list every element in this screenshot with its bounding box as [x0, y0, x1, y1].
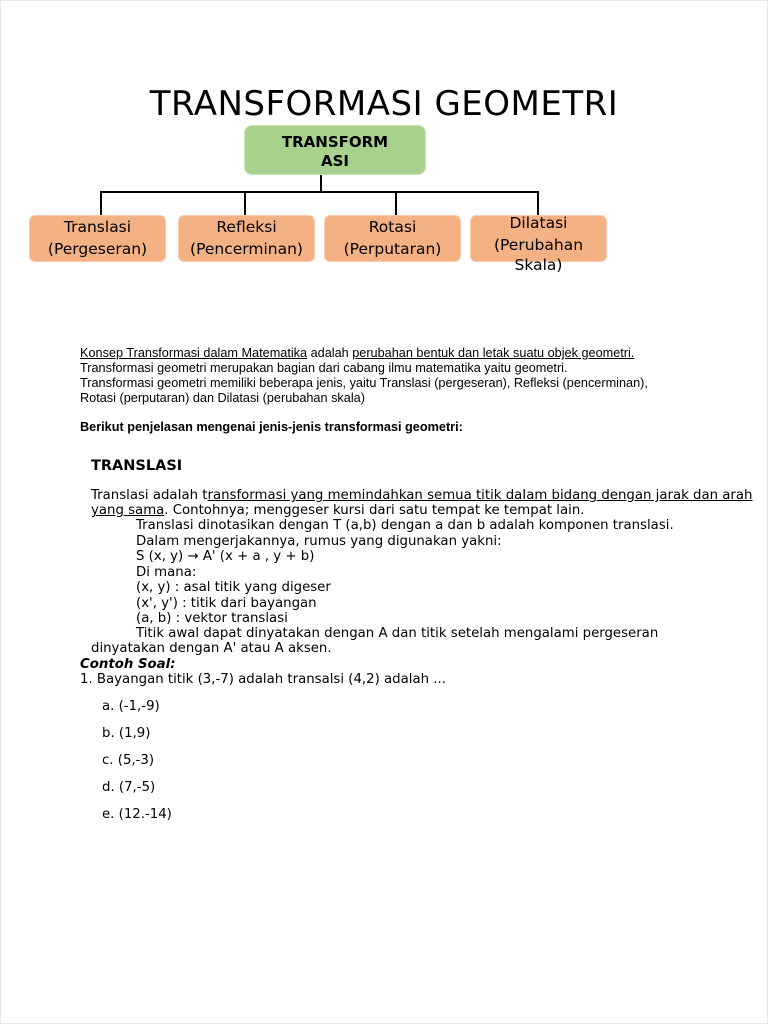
- translasi-line: (x, y) : asal titik yang digeser: [136, 580, 331, 595]
- lead-text: Berikut penjelasan mengenai jenis-jenis transformasi geometri:: [80, 420, 463, 434]
- answer-option-c: c. (5,-3): [102, 753, 155, 768]
- page-title: TRANSFORMASI GEOMETRI: [149, 84, 619, 124]
- intro-line-2: Transformasi geometri merupakan bagian dari cabang ilmu matematika yaitu geometri.: [80, 361, 568, 375]
- translasi-line: Titik awal dapat dinyatakan dengan A dan titik setelah mengalami pergeseran: [136, 626, 659, 641]
- translasi-formula: S (x, y) → A' (x + a , y + b): [136, 549, 315, 564]
- answer-option-e: e. (12.-14): [102, 807, 172, 822]
- node-name: Rotasi: [368, 218, 417, 236]
- def-start: Translasi adaIah t: [91, 488, 208, 503]
- translasi-line: Di mana:: [136, 565, 197, 580]
- translasi-line: (a, b) : vektor translasi: [136, 611, 288, 626]
- node-sub: (Perubahan Skala): [493, 236, 584, 274]
- def-end: . Contohnya; menggeser kursi dari satu tempat ke tempat lain.: [164, 503, 585, 518]
- node-name: Translasi: [63, 218, 132, 236]
- diagram-connector-3: [395, 191, 397, 216]
- intro-line-1: [80, 346, 634, 361]
- diagram-connector-bar: [100, 191, 539, 193]
- node-name: Refleksi: [216, 218, 277, 236]
- translasi-last-line: dinyatakan dengan A' atau A aksen.: [91, 641, 332, 656]
- answer-option-d: d. (7,-5): [102, 780, 156, 795]
- example-question: 1. Bayangan titik (3,-7) adalah transalsi (4,2) adalah ...: [80, 672, 446, 687]
- section-heading-translasi: TRANSLASI: [91, 458, 183, 474]
- diagram-node-dilatasi: [470, 214, 607, 274]
- node-sub: (Perputaran): [343, 240, 442, 258]
- node-sub: (Pergeseran): [47, 240, 148, 258]
- translasi-definition-line-2: [91, 503, 584, 519]
- translasi-line: (x', y') : titik dari bayangan: [136, 596, 317, 611]
- intro-line-4: Rotasi (perputaran) dan Dilatasi (perubahan skala): [80, 391, 365, 405]
- answer-option-a: a. (-1,-9): [102, 699, 160, 714]
- diagram-node-refleksi: [178, 215, 315, 262]
- translasi-definition-line-1: [91, 488, 752, 504]
- intro-link-konsep[interactable]: Konsep Transformasi dalam Matematika: [80, 346, 308, 360]
- answer-option-b: b. (1,9): [102, 726, 151, 741]
- diagram-node-translasi: [29, 215, 166, 262]
- example-label: Contoh Soal:: [80, 657, 176, 672]
- translasi-line: Translasi dinotasikan dengan T (a,b) dengan a dan b adalah komponen translasi.: [136, 518, 674, 533]
- def-link-1[interactable]: ransformasi yang memindahkan semua titik daIam bidang dengan jarak dan arah: [207, 488, 753, 503]
- node-name: Dilatasi: [509, 214, 568, 232]
- diagram-connector-2: [244, 191, 246, 216]
- intro-line-3: Transformasi geometri memiliki beberapa jenis, yaitu Translasi (pergeseran), Refleksi (pencerminan),: [80, 376, 648, 390]
- translasi-line: Dalam mengerjakannya, rumus yang digunakan yakni:: [136, 534, 502, 549]
- intro-mid: adalah: [307, 346, 353, 360]
- diagram-connector-1: [100, 191, 102, 216]
- diagram-root-label: TRANSFORMASI: [281, 133, 389, 170]
- diagram-node-rotasi: [324, 215, 461, 262]
- node-sub: (Pencerminan): [190, 240, 303, 258]
- diagram-root-node: [244, 125, 426, 175]
- def-link-2[interactable]: yang sama: [91, 503, 165, 518]
- diagram-connector-stem: [320, 175, 322, 192]
- intro-link-perubahan[interactable]: perubahan bentuk dan letak suatu objek geometri.: [352, 346, 635, 360]
